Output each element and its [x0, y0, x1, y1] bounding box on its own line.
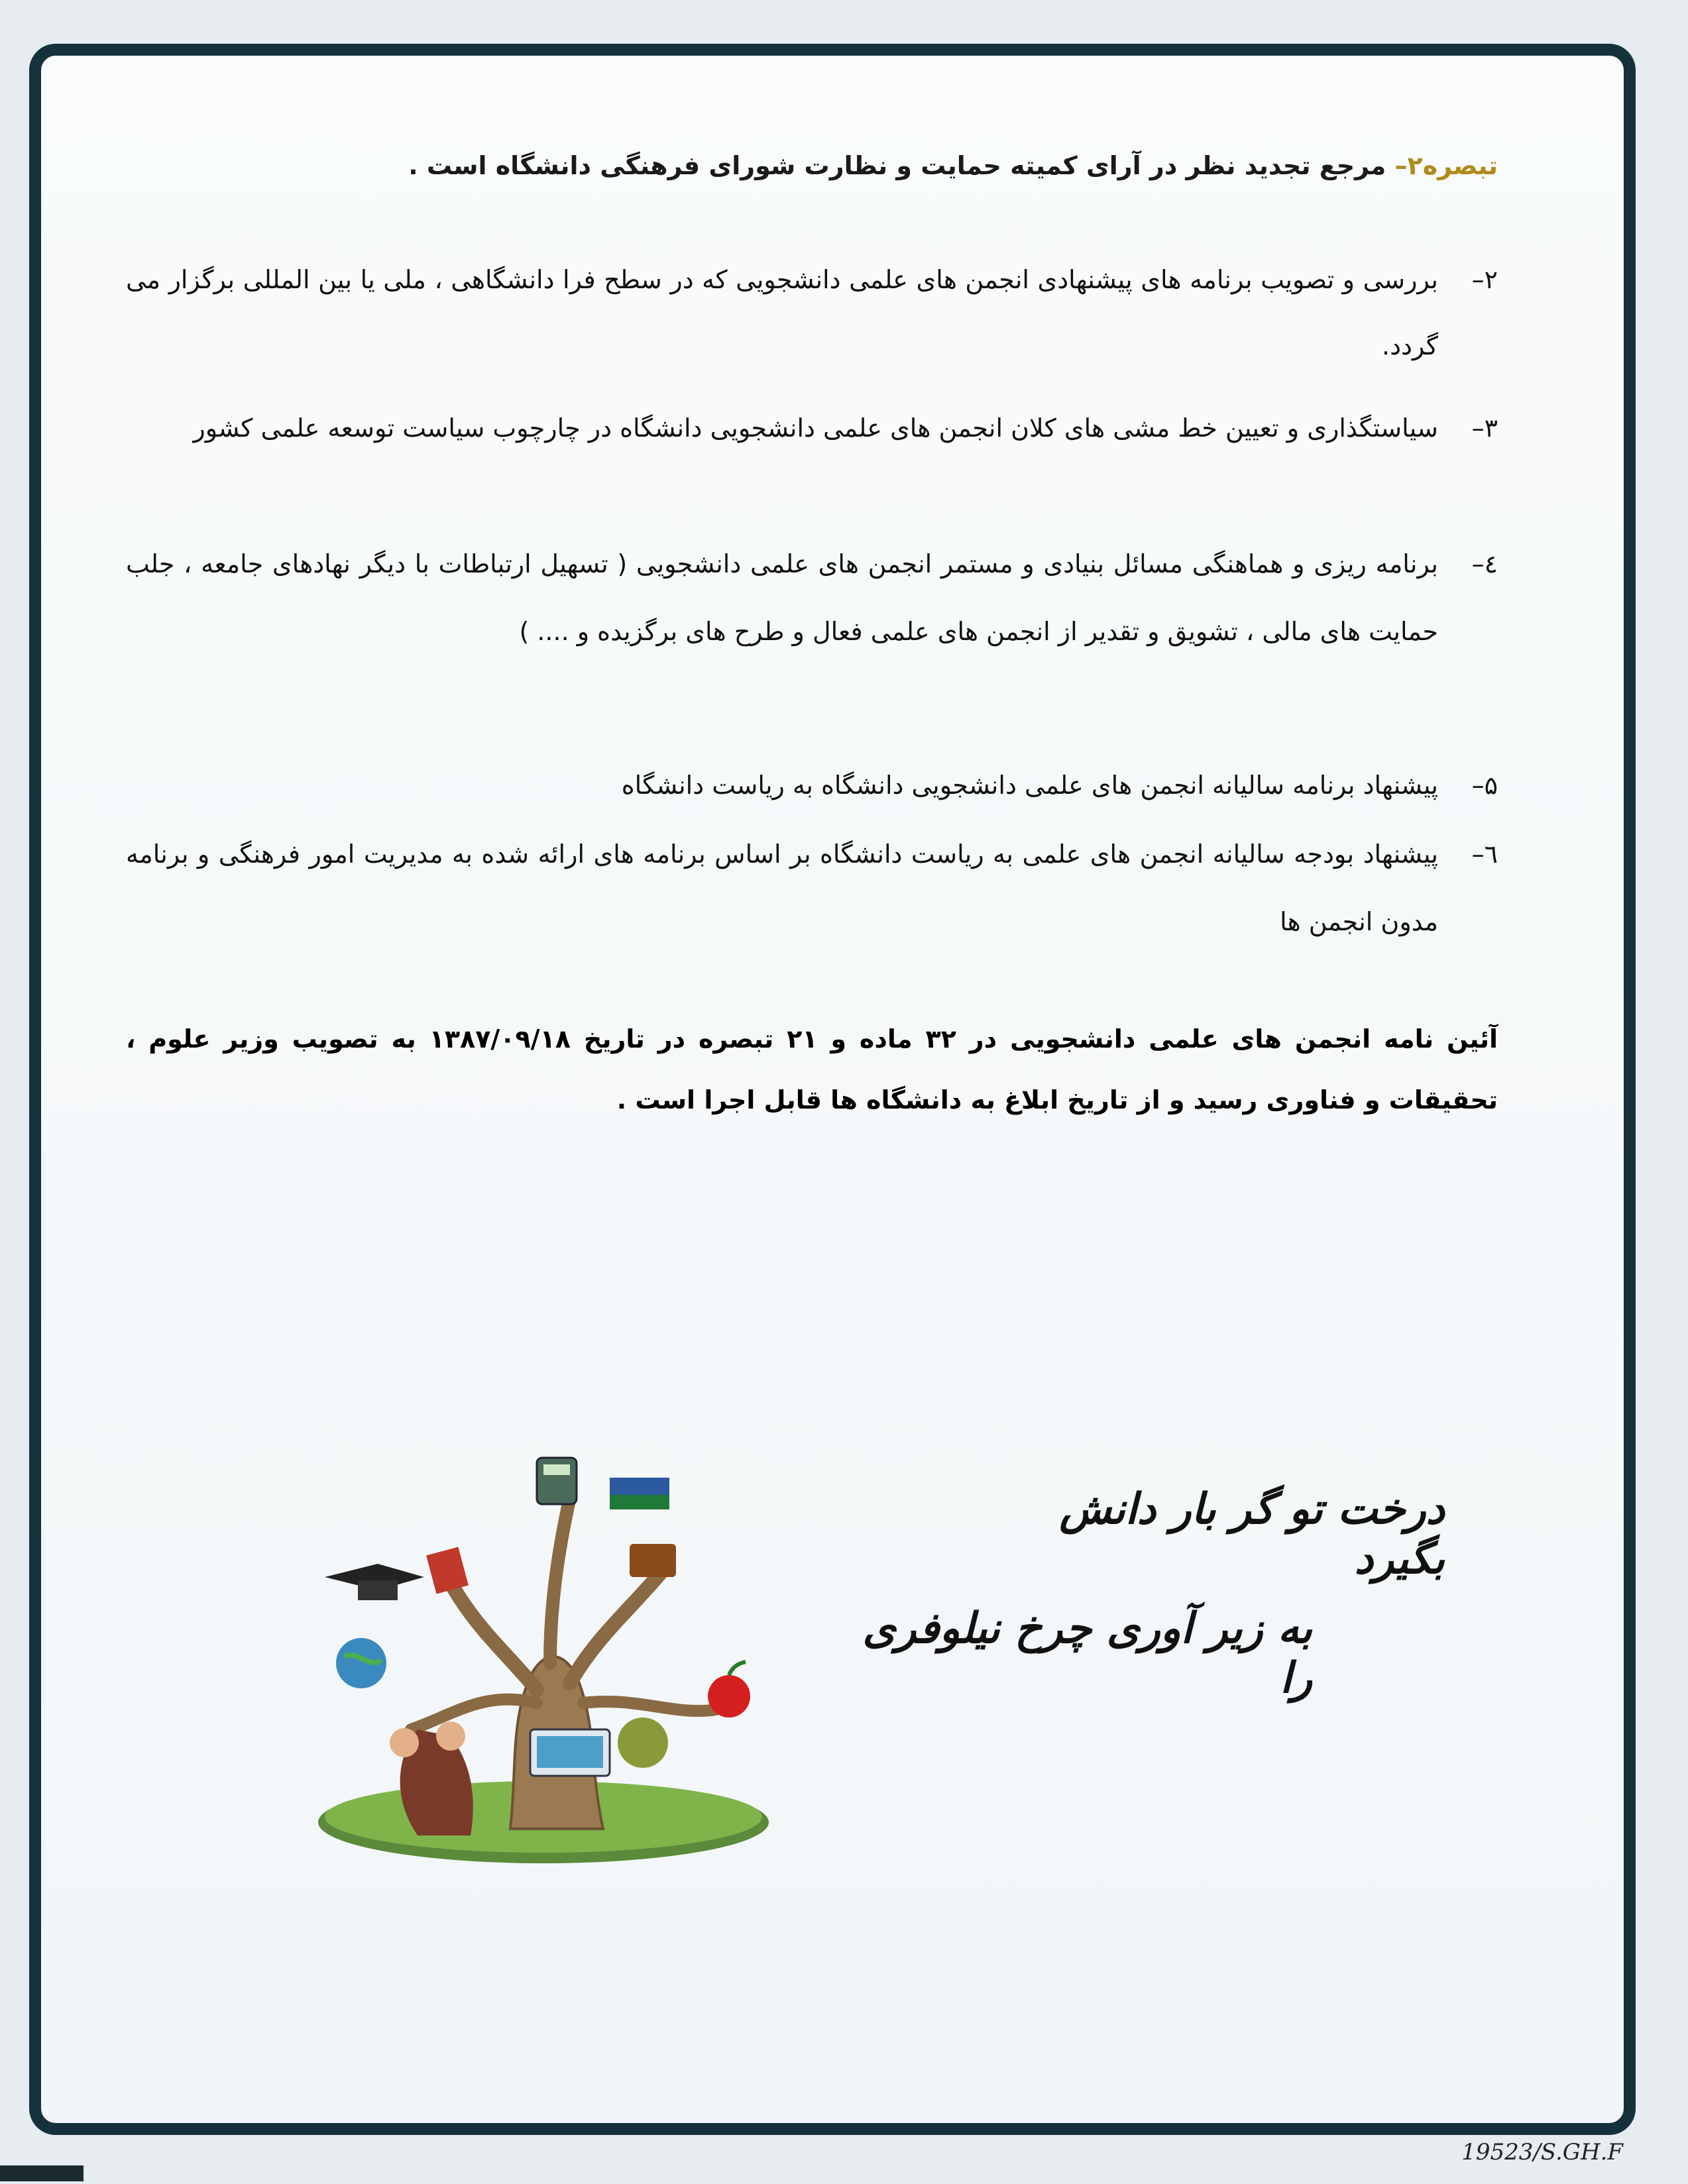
item-text: برنامه ریزی و هماهنگی مسائل بنیادی و مستمر انجمن های علمی دانشجویی ( تسهیل ارتباطات با دیگر نهادهای جامعه ، جلب حمایت های مالی ، تشویق و تقدیر از انجمن های علمی فعال و طرح های برگزیده و .... ): [126, 549, 1438, 646]
item-number: ۵–: [1471, 771, 1498, 800]
item-number: ۳–: [1471, 413, 1498, 443]
list-item: [126, 752, 1498, 818]
approval-statement: آئین نامه انجمن های علمی دانشجویی در ۳۲ ماده و ۲۱ تبصره در تاریخ ۱۳۸۷/۰۹/۱۸ به تصویب وزیر علوم ، تحقیقات و فناوری رسید و از تاریخ ابلاغ به دانشگاه ها قابل اجرا است .: [126, 1024, 1498, 1115]
item-number: ٦–: [1471, 840, 1498, 869]
poem-line-2: به زیر آوری چرخ نیلوفری را: [862, 1604, 1312, 1703]
knowledge-tree-icon: [318, 1438, 782, 1875]
list-item: [126, 246, 1498, 379]
poem-line-1: درخت تو گر بار دانش بگیرد: [1059, 1484, 1445, 1584]
note-label: تبصره۲–: [1394, 151, 1498, 180]
note-text: مرجع تجدید نظر در آرای کمیته حمایت و نظارت شورای فرهنگی دانشگاه است .: [408, 151, 1386, 180]
footer-code: 19523/S.GH.F: [1461, 2139, 1623, 2165]
item-text: پیشنهاد بودجه سالیانه انجمن های علمی به ریاست دانشگاه بر اساس برنامه های ارائه شده به مدیریت امور فرهنگی و برنامه مدون انجمن ها: [126, 840, 1438, 936]
item-number: ۲–: [1471, 265, 1498, 294]
item-text: سیاستگذاری و تعیین خط مشی های کلان انجمن های علمی دانشجویی دانشگاه در چارچوب سیاست توسعه علمی کشور: [193, 413, 1438, 443]
corner-badge: [0, 2165, 84, 2181]
item-number: ٤–: [1471, 549, 1498, 578]
list-item: [126, 395, 1498, 461]
list-item: [126, 820, 1498, 956]
item-text: بررسی و تصویب برنامه های پیشنهادی انجمن های علمی دانشجویی که در سطح فرا دانشگاهی ، ملی یا بین المللی برگزار می گردد.: [126, 265, 1438, 360]
list-item: [126, 530, 1498, 665]
note-2: [126, 151, 1498, 180]
item-text: پیشنهاد برنامه سالیانه انجمن های علمی دانشجویی دانشگاه به ریاست دانشگاه: [621, 771, 1438, 800]
